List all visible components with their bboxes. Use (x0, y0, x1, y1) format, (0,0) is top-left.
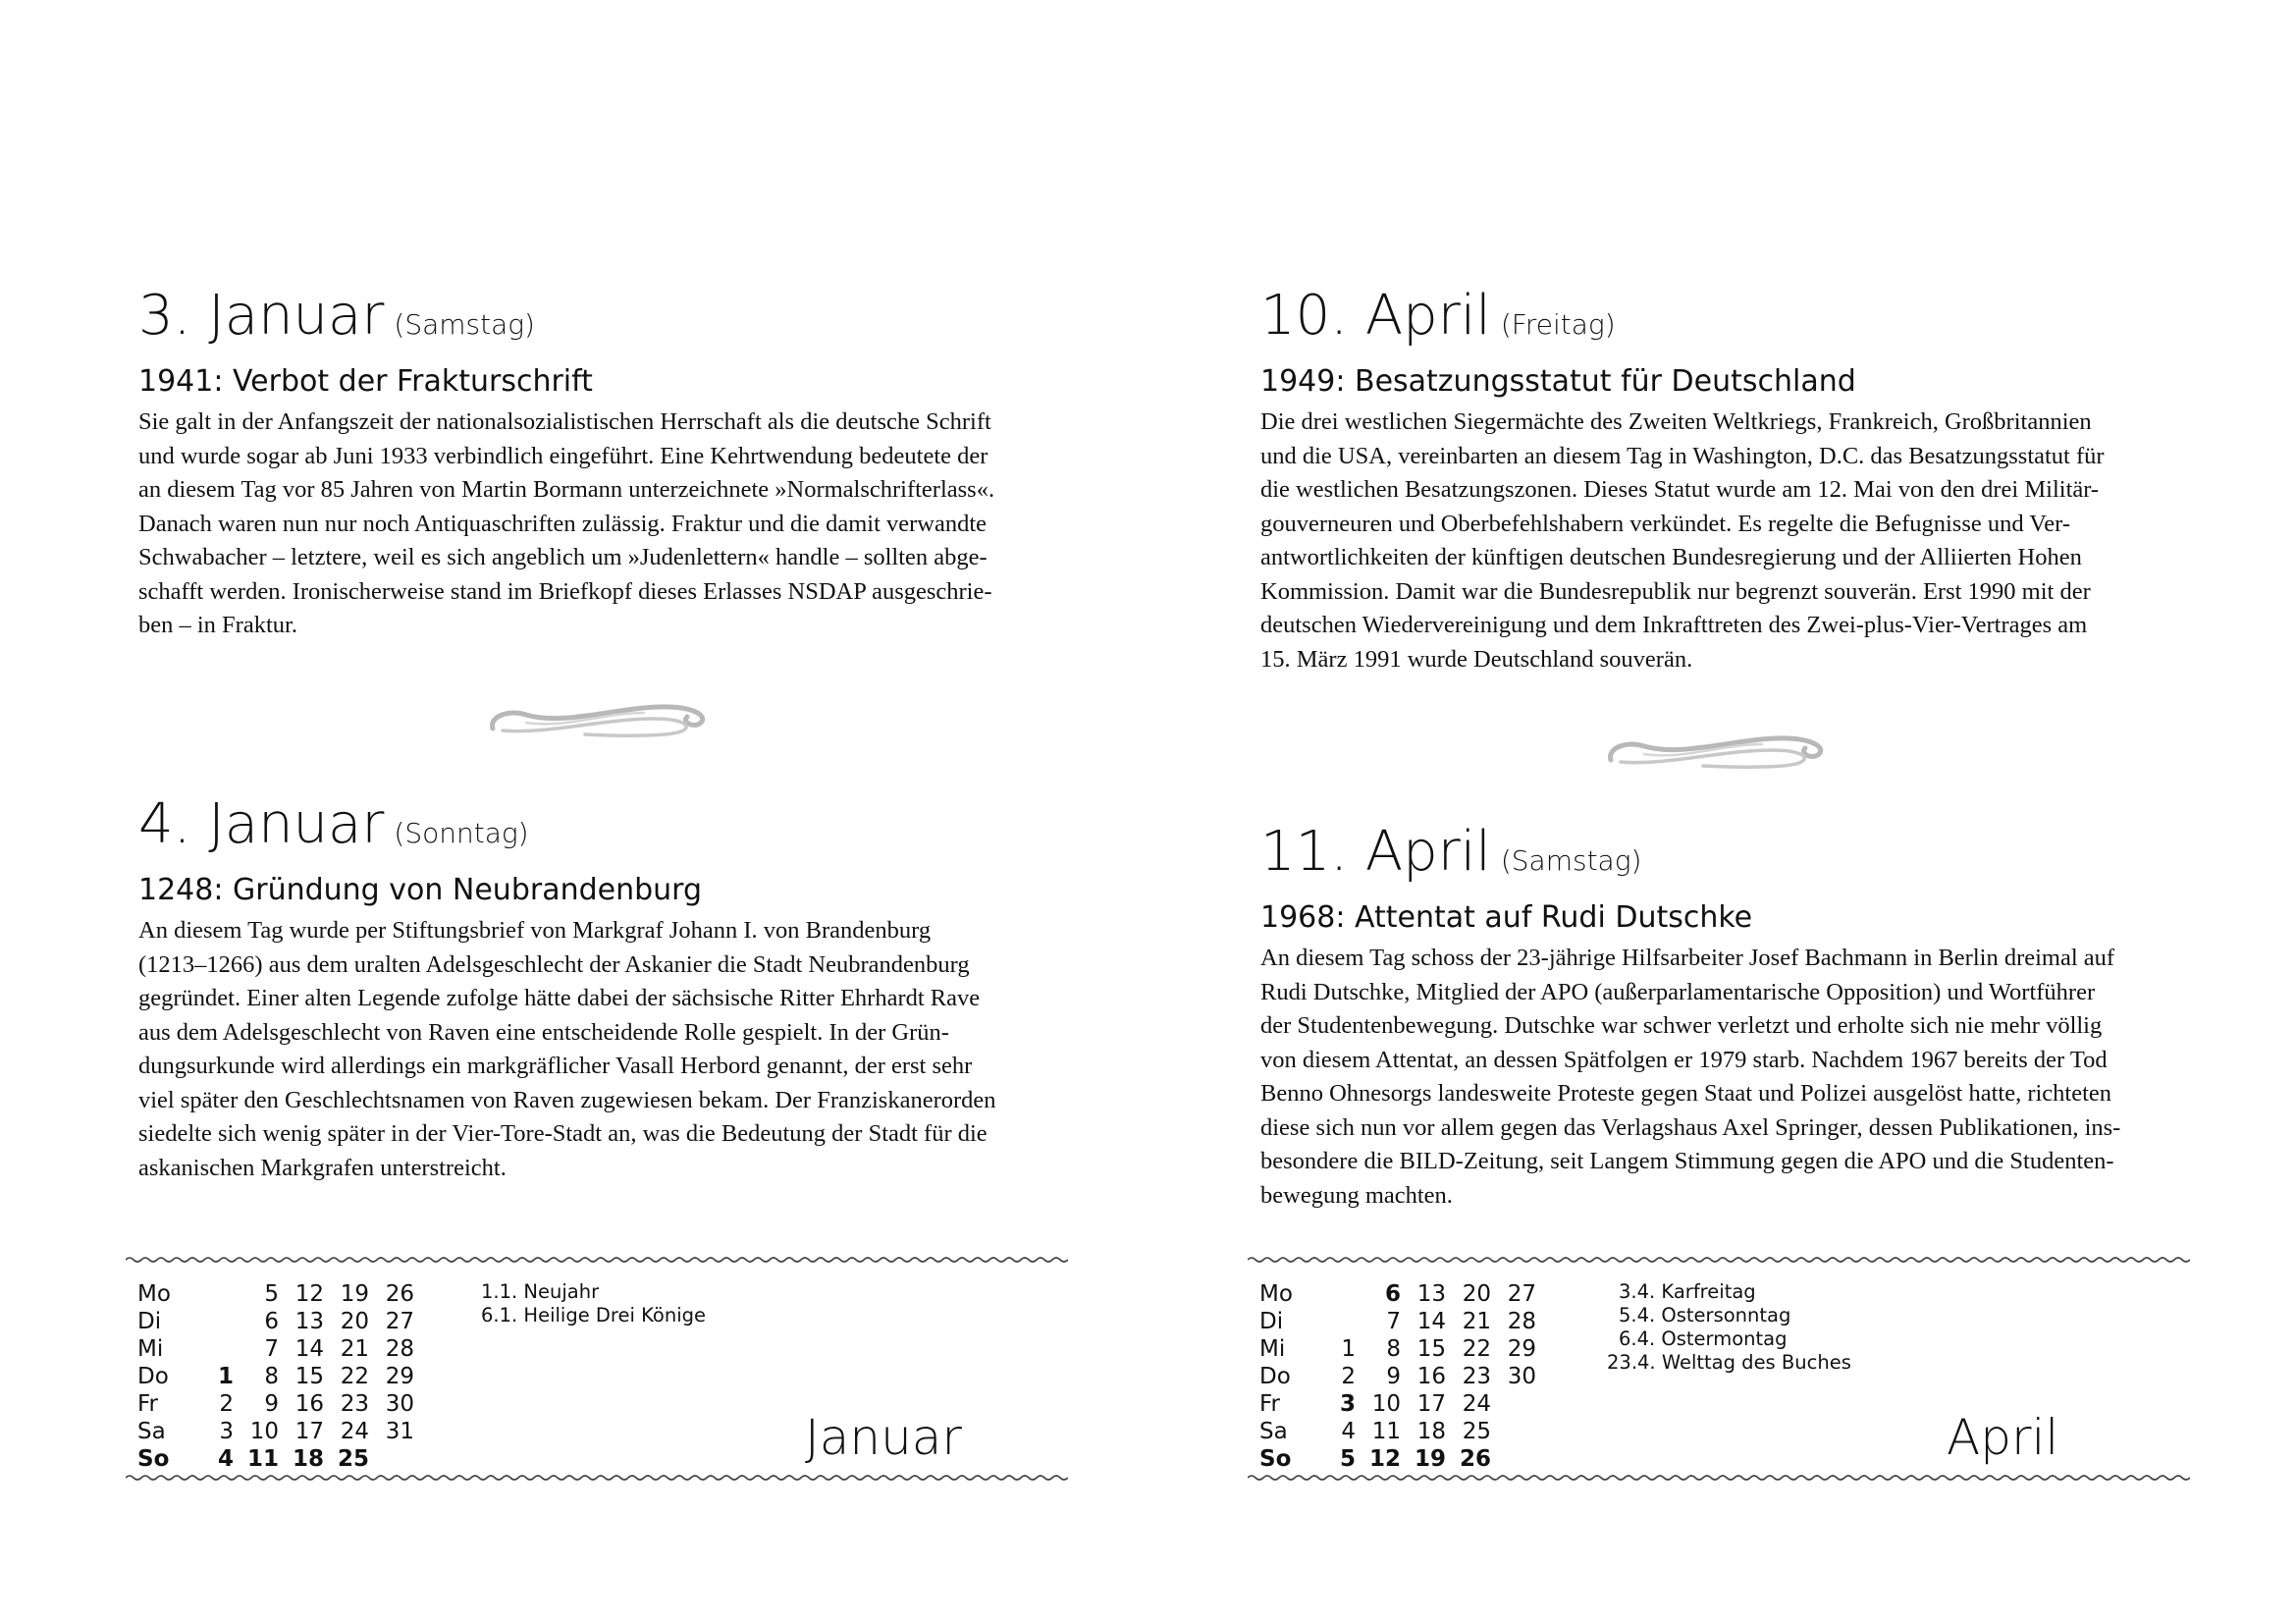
calendar-date-cell: 3 (219, 1419, 234, 1444)
calendar-date-cell: 29 (385, 1364, 414, 1389)
body-line: Benno Ohnesorgs landesweite Proteste gegen Staat und Polizei ausgelöst hatte, richteten (1260, 1080, 2112, 1107)
calendar-grid (137, 1280, 414, 1473)
holiday-item: 1.1. Neujahr (481, 1280, 600, 1303)
calendar-date-cell: 19 (1414, 1446, 1446, 1472)
entry-body (1260, 406, 2185, 677)
holiday-item: 23.4. Welttag des Buches (1607, 1351, 1851, 1374)
body-line: siedelte sich wenig später in der Vier-Tore-Stadt an, was die Bedeutung der Stadt für die (138, 1120, 988, 1147)
calendar-week-row (137, 1335, 414, 1363)
wave-divider-bottom (126, 1473, 1068, 1483)
body-line: die westlichen Besatzungszonen. Dieses Statut wurde am 12. Mai von den drei Militär- (1260, 476, 2100, 503)
calendar-date-cell: 2 (1341, 1364, 1356, 1389)
ornament-swirl-icon (487, 699, 711, 740)
holiday-list (1607, 1280, 1851, 1375)
calendar-month-name: April (1947, 1409, 2059, 1466)
calendar-week-row (137, 1280, 414, 1308)
calendar-date-cell: 17 (294, 1419, 324, 1444)
calendar-date-cell: 30 (1507, 1364, 1536, 1389)
calendar-weekday-label: Mi (1259, 1336, 1286, 1362)
calendar-date-cell: 11 (246, 1446, 279, 1472)
body-line: dungsurkunde wird allerdings ein markgräflicher Vasall Herbord genannt, der erst sehr (138, 1053, 973, 1079)
calendar-weekday-label: Mo (137, 1281, 171, 1307)
calendar-week-row (137, 1363, 414, 1390)
calendar-date-cell: 27 (385, 1309, 414, 1334)
calendar-week-row (137, 1445, 414, 1473)
calendar-date-cell: 12 (1368, 1446, 1401, 1472)
body-line: Die drei westlichen Siegermächte des Zweiten Weltkriegs, Frankreich, Großbritannien (1260, 408, 2092, 435)
calendar-date-cell: 10 (1371, 1391, 1401, 1417)
calendar-week-row (1259, 1363, 1536, 1390)
calendar-date-cell: 1 (217, 1364, 234, 1389)
body-line: schafft werden. Ironischerweise stand im Briefkopf dieses Erlasses NSDAP ausgeschrie- (138, 577, 992, 605)
entry-january-3 (138, 285, 1063, 643)
calendar-week-row (1259, 1308, 1536, 1335)
calendar-date-cell: 27 (1507, 1281, 1536, 1307)
calendar-date-cell: 21 (1462, 1309, 1491, 1334)
calendar-date-cell: 6 (1384, 1281, 1401, 1307)
calendar-weekday-label: Di (137, 1309, 162, 1334)
entry-headline: 1949: Besatzungsstatut für Deutschland (1260, 364, 1856, 399)
body-line: Sie galt in der Anfangszeit der nationalsozialistischen Herrschaft als die deutsche Schrift (138, 408, 991, 435)
calendar-date-cell: 15 (294, 1364, 324, 1389)
calendar-date-cell: 1 (1341, 1336, 1356, 1362)
calendar-date-cell: 26 (385, 1281, 414, 1307)
calendar-date-cell: 9 (1386, 1364, 1401, 1389)
entry-date: 10. April (1260, 284, 1491, 348)
body-line: bewegung machten. (1260, 1181, 1453, 1209)
ornament-swirl-icon (1605, 731, 1829, 772)
calendar-date-cell (1491, 1445, 1536, 1473)
entry-april-10 (1260, 285, 2185, 677)
body-line: Schwabacher – letztere, weil es sich angeblich um »Judenlettern« handle – sollten abge- (138, 544, 988, 570)
body-line: deutschen Wiedervereinigung und dem Inkrafttreten des Zwei-plus-Vier-Vertrages am (1260, 612, 2088, 638)
calendar-date-cell: 24 (1462, 1391, 1491, 1417)
calendar-date-cell: 16 (294, 1391, 324, 1417)
calendar-weekday-label: Fr (137, 1391, 159, 1417)
calendar-date-cell (188, 1335, 234, 1363)
calendar-weekday-label: So (1259, 1446, 1292, 1472)
calendar-date-cell: 14 (294, 1336, 324, 1362)
calendar-week-row (1259, 1418, 1536, 1445)
calendar-date-cell: 15 (1416, 1336, 1446, 1362)
calendar-weekday-label: Fr (1259, 1391, 1281, 1417)
calendar-weekday-label: So (137, 1446, 170, 1472)
calendar-grid (1259, 1280, 1536, 1473)
calendar-date-cell: 21 (340, 1336, 369, 1362)
calendar-date-cell: 3 (1339, 1391, 1356, 1417)
calendar-date-cell: 20 (340, 1309, 369, 1334)
calendar-weekday-label: Do (137, 1364, 169, 1389)
calendar-date-cell: 13 (1416, 1281, 1446, 1307)
calendar-date-cell (188, 1280, 234, 1308)
entry-headline: 1248: Gründung von Neubrandenburg (138, 873, 703, 907)
calendar-week-row (1259, 1280, 1536, 1308)
calendar-date-cell: 4 (1341, 1419, 1356, 1444)
calendar-date-cell: 20 (1462, 1281, 1491, 1307)
calendar-date-cell: 2 (219, 1391, 234, 1417)
calendar-date-cell: 22 (1462, 1336, 1491, 1362)
calendar-weekday-label: Mo (1259, 1281, 1293, 1307)
calendar-week-row (137, 1308, 414, 1335)
entry-headline: 1968: Attentat auf Rudi Dutschke (1260, 900, 1753, 935)
entry-body (1260, 942, 2185, 1213)
calendar-date-cell (369, 1445, 414, 1473)
calendar-weekday-label: Sa (137, 1419, 166, 1444)
entry-date-heading (1260, 285, 2185, 356)
body-line: diese sich nun vor allem gegen das Verlagshaus Axel Springer, dessen Publikationen, ins- (1260, 1113, 2121, 1141)
calendar-date-cell (1491, 1418, 1536, 1445)
calendar-date-cell: 25 (337, 1446, 369, 1472)
body-line: (1213–1266) aus dem uralten Adelsgeschlecht der Askanier die Stadt Neubrandenburg (138, 950, 970, 978)
holiday-item: 6.4. Ostermontag (1619, 1327, 1788, 1350)
calendar-date-cell: 10 (249, 1419, 279, 1444)
body-line: antwortlichkeiten der künftigen deutschen Bundesregierung und der Alliierten Hohen (1260, 544, 2082, 570)
calendar-date-cell: 5 (264, 1281, 279, 1307)
body-line: viel später den Geschlechtsnamen von Raven zugewiesen bekam. Der Franziskanerorden (138, 1086, 996, 1113)
calendar-date-cell: 13 (294, 1309, 324, 1334)
entry-date-heading (1260, 821, 2185, 893)
body-line: an diesem Tag vor 85 Jahren von Martin Bormann unterzeichnete »Normalschrifterlass«. (138, 476, 995, 503)
entry-headline: 1941: Verbot der Frakturschrift (138, 364, 593, 399)
body-line: askanischen Markgrafen unterstreicht. (138, 1154, 507, 1181)
calendar-date-cell: 6 (264, 1309, 279, 1334)
entry-body (138, 406, 1063, 643)
calendar-date-cell: 28 (1507, 1309, 1536, 1334)
calendar-date-cell: 8 (1386, 1336, 1401, 1362)
holiday-item: 6.1. Heilige Drei Könige (481, 1304, 707, 1326)
calendar-date-cell: 19 (340, 1281, 369, 1307)
entry-weekday: (Sonntag) (394, 817, 529, 849)
calendar-date-cell: 7 (264, 1336, 279, 1362)
body-line: ben – in Fraktur. (138, 612, 297, 638)
calendar-month-name: Januar (805, 1409, 962, 1466)
body-line: Danach waren nun nur noch Antiquaschriften zulässig. Fraktur und die damit verwandte (138, 510, 988, 537)
calendar-date-cell: 29 (1507, 1336, 1536, 1362)
calendar-date-cell: 23 (340, 1391, 369, 1417)
calendar-date-cell: 14 (1416, 1309, 1446, 1334)
body-line: und die USA, vereinbarten an diesem Tag in Washington, D.C. das Besatzungsstatut für (1260, 442, 2105, 469)
body-line: gouverneuren und Oberbefehlshabern verkündet. Es regelte die Befugnisse und Ver- (1260, 510, 2070, 537)
body-line: und wurde sogar ab Juni 1933 verbindlich eingeführt. Eine Kehrtwendung bedeutete der (138, 442, 988, 469)
calendar-weekday-label: Sa (1259, 1419, 1288, 1444)
calendar-date-cell: 4 (217, 1446, 234, 1472)
entry-weekday: (Freitag) (1500, 308, 1616, 341)
holiday-item: 5.4. Ostersonntag (1619, 1304, 1791, 1326)
calendar-weekday-label: Di (1259, 1309, 1284, 1334)
month-calendar-january (126, 1255, 1068, 1490)
entry-date: 3. Januar (138, 284, 385, 348)
calendar-date-cell: 9 (264, 1391, 279, 1417)
month-calendar-april (1248, 1255, 2190, 1490)
calendar-date-cell: 16 (1416, 1364, 1446, 1389)
entry-date-heading (138, 793, 1063, 865)
holiday-list (481, 1280, 706, 1327)
entry-weekday: (Samstag) (1500, 844, 1642, 877)
entry-date-heading (138, 285, 1063, 356)
calendar-date-cell: 11 (1371, 1419, 1401, 1444)
entry-weekday: (Samstag) (394, 308, 535, 341)
calendar-date-cell: 18 (1416, 1419, 1446, 1444)
body-line: besondere die BILD-Zeitung, seit Langem Stimmung gegen die APO und die Studenten- (1260, 1148, 2114, 1174)
calendar-date-cell: 31 (385, 1419, 414, 1444)
entry-date: 4. Januar (138, 792, 385, 856)
holiday-item: 3.4. Karfreitag (1619, 1280, 1756, 1303)
calendar-date-cell (1310, 1280, 1356, 1308)
wave-divider-top (126, 1255, 1068, 1265)
wave-divider-top (1248, 1255, 2190, 1265)
calendar-weekday-label: Mi (137, 1336, 164, 1362)
calendar-date-cell: 5 (1339, 1446, 1356, 1472)
calendar-date-cell: 7 (1386, 1309, 1401, 1334)
calendar-weekday-label: Do (1259, 1364, 1291, 1389)
calendar-date-cell: 23 (1462, 1364, 1491, 1389)
body-line: Kommission. Damit war die Bundesrepublik nur begrenzt souverän. Erst 1990 mit der (1260, 577, 2091, 605)
calendar-date-cell: 28 (385, 1336, 414, 1362)
calendar-date-cell: 12 (294, 1281, 324, 1307)
calendar-week-row (1259, 1445, 1536, 1473)
calendar-date-cell: 26 (1459, 1446, 1491, 1472)
body-line: von diesem Attentat, an dessen Spätfolgen er 1979 starb. Nachdem 1967 bereits der Tod (1260, 1046, 2108, 1073)
calendar-date-cell (1310, 1308, 1356, 1335)
body-line: 15. März 1991 wurde Deutschland souverän. (1260, 645, 1693, 673)
body-line: Rudi Dutschke, Mitglied der APO (außerparlamentarische Opposition) und Wortführer (1260, 978, 2096, 1005)
calendar-date-cell (188, 1308, 234, 1335)
calendar-date-cell: 25 (1462, 1419, 1491, 1444)
entry-january-4 (138, 793, 1063, 1185)
calendar-date-cell: 8 (264, 1364, 279, 1389)
calendar-date-cell: 24 (340, 1419, 369, 1444)
calendar-date-cell: 18 (292, 1446, 324, 1472)
body-line: aus dem Adelsgeschlecht von Raven eine entscheidende Rolle gespielt. In der Grün- (138, 1018, 949, 1046)
body-line: An diesem Tag wurde per Stiftungsbrief von Markgraf Johann I. von Brandenburg (138, 917, 932, 944)
calendar-date-cell (1491, 1390, 1536, 1418)
entry-april-11 (1260, 821, 2185, 1213)
calendar-week-row (1259, 1335, 1536, 1363)
entry-body (138, 914, 1063, 1185)
calendar-week-row (1259, 1390, 1536, 1418)
calendar-date-cell: 22 (340, 1364, 369, 1389)
calendar-week-row (137, 1390, 414, 1418)
entry-date: 11. April (1260, 820, 1491, 884)
calendar-date-cell: 17 (1416, 1391, 1446, 1417)
wave-divider-bottom (1248, 1473, 2190, 1483)
right-page (1148, 0, 2295, 1624)
calendar-date-cell: 30 (385, 1391, 414, 1417)
body-line: An diesem Tag schoss der 23-jährige Hilfsarbeiter Josef Bachmann in Berlin dreimal auf (1260, 945, 2115, 971)
body-line: gegründet. Einer alten Legende zufolge hätte dabei der sächsische Ritter Ehrhardt Rave (138, 985, 981, 1011)
calendar-week-row (137, 1418, 414, 1445)
body-line: der Studentenbewegung. Dutschke war schwer verletzt und erholte sich nie mehr völlig (1260, 1012, 2103, 1039)
